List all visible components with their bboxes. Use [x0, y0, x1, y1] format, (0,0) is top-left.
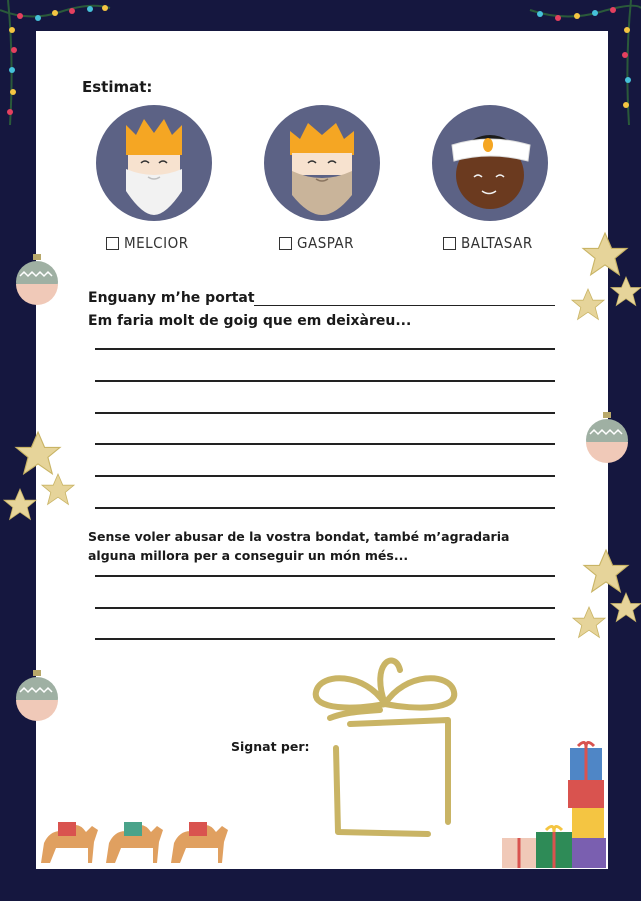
king-melcior-icon [96, 105, 212, 221]
writing-line[interactable] [95, 348, 555, 350]
writing-line[interactable] [95, 380, 555, 382]
behaved-answer-line[interactable] [254, 305, 555, 306]
king-name-label: GASPAR [297, 234, 355, 252]
gift-outline-icon [310, 652, 460, 842]
presents-icon [498, 740, 610, 872]
writing-line[interactable] [95, 638, 555, 640]
signed-by-label: Signat per: [231, 739, 310, 754]
wish-prompt: Em faria molt de goig que em deixàreu... [88, 313, 412, 329]
writing-line[interactable] [95, 575, 555, 577]
checkbox-baltasar[interactable] [443, 234, 533, 252]
king-gaspar-icon [264, 105, 380, 221]
greeting: Estimat: [82, 78, 153, 96]
behaved-prefix: Enguany m’he portat [88, 290, 255, 306]
king-baltasar-icon [432, 105, 548, 221]
checkbox-box[interactable] [106, 237, 119, 250]
checkbox-box[interactable] [279, 237, 292, 250]
writing-line[interactable] [95, 475, 555, 477]
king-name-label: MELCIOR [124, 234, 189, 252]
camels-icon [36, 808, 236, 870]
checkbox-gaspar[interactable] [279, 234, 354, 252]
writing-line[interactable] [95, 412, 555, 414]
checkbox-box[interactable] [443, 237, 456, 250]
writing-line[interactable] [95, 607, 555, 609]
checkbox-melcior[interactable] [106, 234, 189, 252]
king-name-label: BALTASAR [461, 234, 533, 252]
writing-line[interactable] [95, 507, 555, 509]
world-prompt: Sense voler abusar de la vostra bondat, també m’agradaria alguna millora per a conseguir un món més... [88, 529, 510, 563]
writing-line[interactable] [95, 443, 555, 445]
